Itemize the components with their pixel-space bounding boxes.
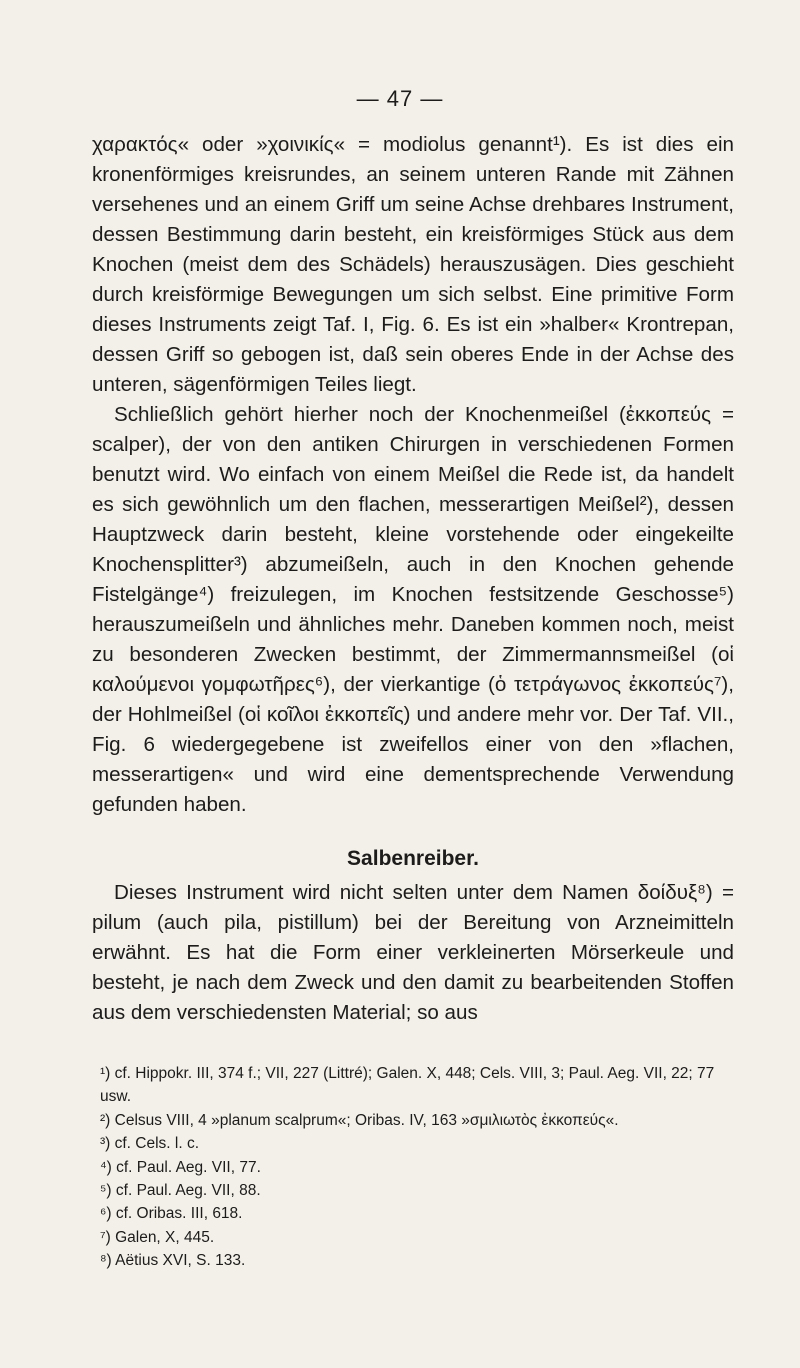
footnote-3: ³) cf. Cels. l. c. bbox=[100, 1135, 200, 1153]
paragraph-knochenmeissel: Schließlich gehört hierher noch der Knochenmeißel (ἐκκοπεύς = scalper), der von den antiken Chirurgen in verschiedenen Formen benutzt wird. Wo einfach von einem Meißel die Rede ist, da handelt es sich gewöhnlich um den flachen, messerartigen Meißel²), dessen Hauptzweck darin besteht, kleine vorstehende oder eingekeilte Knochensplitter³) abzumeißeln, auch in den Knochen gehende Fistelgänge⁴) freizulegen, im Knochen festsitzende Geschosse⁵) herauszumeißeln und ähnliches mehr. Daneben kommen noch, meist zu besonderen Zwecken bestimmt, der Zimmermannsmeißel (οἱ καλούμενοι γομφωτῆρες⁶), der vierkantige (ὁ τετράγωνος ἐκκοπεύς⁷), der Hohlmeißel (οἱ κοῖλοι ἐκκοπεῖς) und andere mehr vor. Der Taf. VII., Fig. 6 wiedergegebene ist zweifellos einer von den »flachen, messerartigen« und wird eine dementsprechende Verwendung gefunden haben. bbox=[92, 403, 734, 816]
footnote-2: ²) Celsus VIII, 4 »planum scalprum«; Oribas. IV, 163 »σμιλιωτὸς ἐκκοπεύς«. bbox=[100, 1111, 619, 1129]
section-heading: Salbenreiber. bbox=[347, 847, 479, 870]
footnotes bbox=[92, 1062, 734, 1273]
footnote-6: ⁶) cf. Oribas. III, 618. bbox=[100, 1205, 243, 1223]
page-number: — 47 — bbox=[356, 86, 444, 111]
body-text bbox=[92, 130, 734, 1028]
footnote-1: ¹) cf. Hippokr. III, 374 f.; VII, 227 (Littré); Galen. X, 448; Cels. VIII, 3; Paul. Aeg. VII, 22; 77 usw. bbox=[100, 1065, 715, 1106]
paragraph-salbenreiber: Dieses Instrument wird nicht selten unter dem Namen δοίδυξ⁸) = pilum (auch pila, pistillum) bei der Bereitung von Arzneimitteln erwähnt. Es hat die Form einer verkleinerten Mörserkeule und besteht, je nach dem Zweck und den damit zu bearbeitenden Stoffen aus dem verschiedensten Material; so aus bbox=[92, 881, 734, 1024]
footnote-8: ⁸) Aëtius XVI, S. 133. bbox=[100, 1252, 246, 1270]
paragraph-trepan: χαρακτός« oder »χοινικίς« = modiolus genannt¹). Es ist dies ein kronenförmiges kreisrundes, an seinem unteren Rande mit Zähnen versehenes und an einem Griff um seine Achse drehbares Instrument, dessen Bestimmung darin besteht, ein kreisförmiges Stück aus dem Knochen (meist dem des Schädels) herauszusägen. Dies geschieht durch kreisförmige Bewegungen um sich selbst. Eine primitive Form dieses Instruments zeigt Taf. I, Fig. 6. Es ist ein »halber« Krontrepan, dessen Griff so gebogen ist, daß sein oberes Ende in der Achse des unteren, sägenförmigen Teiles liegt. bbox=[92, 133, 734, 396]
footnote-7: ⁷) Galen, X, 445. bbox=[100, 1228, 215, 1246]
footnote-5: ⁵) cf. Paul. Aeg. VII, 88. bbox=[100, 1182, 261, 1200]
footnote-4: ⁴) cf. Paul. Aeg. VII, 77. bbox=[100, 1158, 261, 1176]
